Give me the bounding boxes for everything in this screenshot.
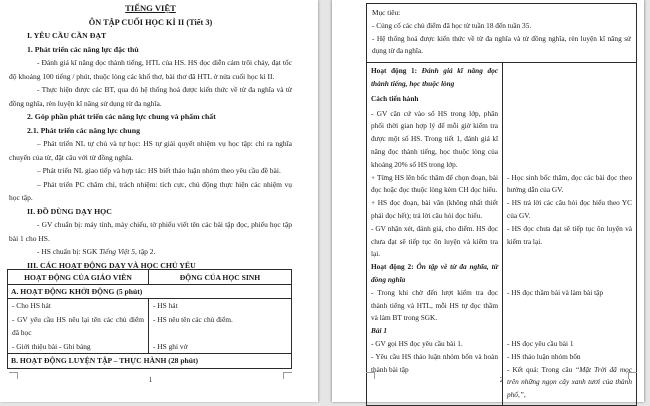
cell-paragraph: - GV căn cứ vào số HS trong lớp, phân phối thời gian hợp lý để mỗi giờ kiểm tra được một số HS. Trong tiết 1, đánh giá kĩ năng đọc thành tiếng, học thuộc lòng của khoảng 20% số HS trong lớp. — [371, 108, 498, 169]
section-heading-nang-luc-dac-thu: 1. Phát triển các năng lực đặc thù — [27, 44, 139, 54]
section-heading-gop-phan: 2. Góp phần phát triển các năng lực chung và phẩm chất — [27, 112, 216, 121]
table-header-hs: ĐỘNG CỦA HỌC SINH — [179, 273, 261, 282]
cell-paragraph: - HS nêu tên các chủ điểm. — [153, 314, 233, 324]
cell-paragraph: - Học sinh bốc thăm, đọc các bài đọc theo hướng dẫn của GV. — [507, 172, 632, 195]
gv-cell — [8, 313, 149, 340]
gv-cell — [8, 340, 149, 354]
activity-1-heading — [371, 63, 498, 91]
table-row — [367, 338, 636, 351]
section-heading-yeu-cau: I. YÊU CẦU CẦN ĐẠT — [27, 31, 107, 40]
lesson-table-continued — [366, 3, 637, 406]
body-paragraph: - Đánh giá kĩ năng đọc thành tiếng, HTL của HS. HS đọc diễn cảm trôi chảy, đạt tốc độ khoảng 100 tiếng / phút, thuộc lòng các khổ thơ, bài thơ đã HTL ở nửa cuối học kì II. — [9, 58, 292, 81]
table-row — [367, 172, 636, 198]
table-row — [8, 313, 291, 340]
text-segment: - HS chuẩn bị: SGK — [37, 247, 100, 256]
book-title-italic: Tiếng Việt 5 — [99, 247, 135, 256]
hs-cell — [503, 63, 636, 171]
table-row — [367, 261, 636, 287]
table-row — [367, 325, 636, 338]
body-paragraph: – Phát triển NL giao tiếp và hợp tác: HS biết thảo luận nhóm theo yêu cầu đề bài. — [37, 166, 281, 175]
body-paragraph: – Phát triển NL tự chủ và tự học: HS tự giải quyết nhiệm vụ học tập: chỉ ra nghĩa chuyển của từ, đặt câu với từ đồng nghĩa. — [9, 139, 292, 162]
table-header-gv: HOẠT ĐỘNG CỦA GIÁO VIÊN — [8, 270, 149, 284]
cell-paragraph: - Cho HS hát — [12, 301, 51, 310]
gv-cell — [367, 325, 503, 338]
gv-cell — [367, 197, 503, 223]
activity-2-heading — [371, 261, 498, 287]
table-row — [367, 287, 636, 325]
cell-paragraph: - GV yêu cầu HS nêu lại tên các chủ điểm đã học — [12, 314, 144, 338]
hs-cell — [503, 338, 636, 351]
hs-cell — [503, 287, 636, 325]
page-1-body — [9, 2, 292, 272]
page-1 — [0, 0, 318, 402]
table-row — [8, 340, 291, 354]
gv-cell — [367, 338, 503, 351]
page-number: 1 — [148, 375, 153, 384]
gv-cell — [367, 287, 503, 325]
body-paragraph: - GV chuẩn bị: máy tính, máy chiếu, tờ phiếu viết tên các bài tập đọc, phiếu học tập bài 1 cho HS. — [9, 220, 292, 243]
cell-paragraph: - HS trả lời các câu hỏi đọc hiểu theo YC của GV. — [507, 198, 632, 220]
page-subtitle: ÔN TẬP CUỐI HỌC KÌ II (Tiết 3) — [88, 17, 213, 27]
section-heading-do-dung: II. ĐỒ DÙNG DẠY HỌC — [27, 206, 112, 216]
quoted-sentence-italic: “Mặt Trời đã mọc trên những ngọn cây xanh tươi của thành phố,” — [507, 364, 632, 400]
table-header-row — [8, 270, 291, 285]
hs-cell — [503, 172, 636, 198]
activity-title: Đánh giá kĩ năng đọc thành tiếng, học thuộc lòng — [371, 66, 499, 88]
body-paragraph — [9, 245, 292, 259]
body-paragraph: – Phát triển PC chăm chỉ, trách nhiệm: tích cực, chủ động thực hiện các nhiệm vụ học tập. — [9, 179, 292, 202]
cell-paragraph: - HS đọc chưa đạt sẽ tiếp tục ôn luyện và kiểm tra lại. — [507, 223, 632, 246]
table-row — [367, 223, 636, 261]
text-segment: , tập 2. — [135, 247, 156, 256]
hs-cell — [503, 325, 636, 338]
gv-cell — [367, 261, 503, 287]
cell-paragraph: Mục tiêu: — [372, 8, 401, 17]
page-2 — [332, 0, 644, 402]
cell-paragraph: - Trong khi chờ đến lượt kiểm tra đọc thành tiếng và HTL, mỗi HS tự đọc thầm và làm BT trong SGK. — [371, 287, 498, 323]
cell-paragraph: - HS đọc yêu cầu bài 1 — [507, 338, 574, 348]
hs-cell — [149, 299, 291, 313]
hs-cell — [503, 261, 636, 287]
table-row — [367, 197, 636, 223]
activities-table — [7, 269, 292, 369]
cell-paragraph: - Củng cố các chủ điểm đã học từ tuần 18 đến tuần 35. — [372, 20, 532, 30]
gv-cell — [367, 172, 503, 198]
table-row — [8, 299, 291, 313]
body-paragraph: - Thực hiện được các BT, qua đó hệ thống hoá được kiến thức về từ đa nghĩa và từ đồng nghĩa, rèn luyện kĩ năng sử dụng từ đa nghĩa. — [9, 85, 292, 108]
cell-paragraph: - HS thảo luận nhóm bốn — [507, 351, 581, 361]
activity-label: Hoạt động 1: — [371, 66, 422, 76]
page-number: 2 — [499, 375, 504, 384]
text-segment: - Kết quả: Trong câu — [507, 364, 576, 374]
table-row — [367, 63, 636, 171]
cell-paragraph: - HS đọc thầm bài và làm bài tập — [507, 287, 604, 297]
gv-cell — [367, 223, 503, 261]
cell-paragraph: - HS hát — [153, 301, 178, 310]
cell-paragraph: - GV nhận xét, đánh giá, cho điểm. HS đọc chưa đạt sẽ tiếp tục ôn luyện và kiểm tra lại. — [371, 223, 498, 259]
section-heading-nang-luc-chung: 2.1. Phát triển các năng lực chung — [27, 125, 140, 135]
cell-paragraph: + Từng HS lên bốc thăm để chọn đoạn, bài đọc hoặc đọc thuộc lòng kèm CH đọc hiểu. — [371, 172, 498, 195]
section-heading-hoat-dong: III. CÁC HOẠT ĐỘNG DẠY VÀ HỌC CHỦ YẾU — [27, 260, 196, 270]
cach-tien-hanh-heading: Cách tiến hành — [371, 93, 419, 103]
table-section-a: A. HOẠT ĐỘNG KHỞI ĐỘNG (5 phút) — [8, 285, 291, 299]
hs-cell — [149, 313, 291, 340]
table-section-b: B. HOẠT ĐỘNG LUYỆN TẬP – THỰC HÀNH (28 phút) — [8, 353, 291, 368]
bai-1-heading: Bài 1 — [371, 326, 388, 336]
cell-paragraph: - GV gọi HS đọc yêu cầu bài 1. — [371, 338, 463, 348]
gv-cell — [8, 299, 149, 313]
cell-paragraph: + HS đọc đoạn, bài văn (không nhất thiết phải đọc hết); trả lời câu hỏi đọc hiểu. — [371, 198, 498, 220]
hs-cell — [503, 223, 636, 261]
activity-label: Hoạt động 2: — [371, 262, 417, 272]
gv-cell — [367, 63, 503, 171]
page-title-text: TIẾNG VIỆT — [125, 3, 176, 13]
page-title — [9, 2, 292, 16]
activity-title: Ôn tập về từ đa nghĩa, từ đồng nghĩa — [371, 262, 498, 284]
cell-paragraph: - Giới thiệu bài - Ghi bảng — [12, 341, 91, 351]
cell-paragraph: - HS ghi vở — [153, 341, 188, 351]
hs-cell — [503, 197, 636, 223]
text-segment: , — [523, 390, 526, 400]
hs-cell — [149, 340, 291, 354]
cell-paragraph: - Yêu cầu HS thảo luận nhóm bốn và hoàn thành bài tập — [371, 351, 498, 374]
cell-paragraph: - Hệ thống hoá được kiến thức về từ đa nghĩa và từ đồng nghĩa, rèn luyện kĩ năng sử dụng từ đa nghĩa. — [372, 33, 631, 56]
muc-tieu-cell — [367, 4, 636, 63]
